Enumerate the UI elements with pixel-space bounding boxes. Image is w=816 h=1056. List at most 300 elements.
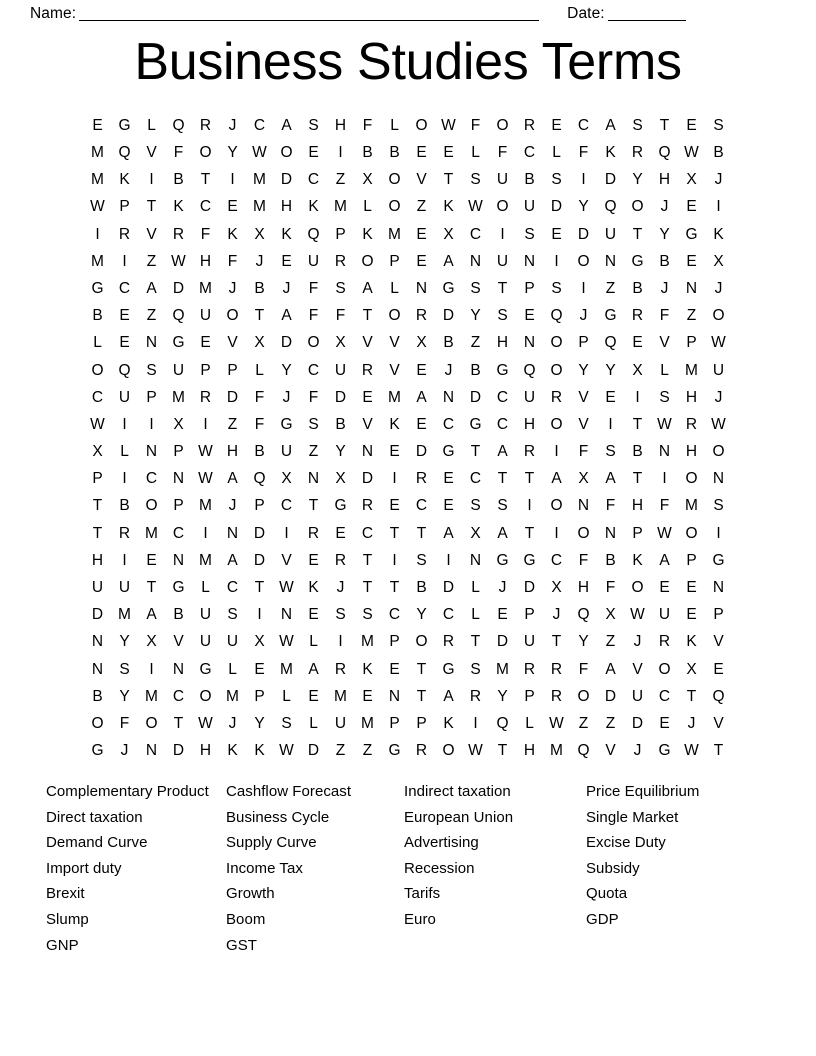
word-list-item[interactable]: Quota [586, 885, 628, 903]
grid-letter[interactable]: S [146, 361, 157, 379]
grid-letter[interactable]: Z [605, 714, 616, 732]
grid-letter[interactable]: T [362, 579, 373, 597]
grid-letter[interactable]: Z [335, 742, 346, 760]
word-list-item[interactable]: Business Cycle [226, 808, 330, 826]
grid-letter[interactable]: N [712, 579, 725, 597]
grid-letter[interactable]: M [388, 388, 401, 406]
grid-letter[interactable]: T [92, 524, 103, 542]
grid-letter[interactable]: O [91, 361, 104, 379]
grid-letter[interactable]: V [713, 714, 724, 732]
grid-letter[interactable]: K [713, 225, 724, 243]
grid-letter[interactable]: X [632, 361, 643, 379]
grid-letter[interactable]: Q [604, 334, 617, 352]
grid-letter[interactable]: W [198, 714, 213, 732]
grid-letter[interactable]: T [254, 579, 265, 597]
grid-letter[interactable]: V [578, 415, 589, 433]
grid-letter[interactable]: A [416, 388, 427, 406]
word-list-item[interactable]: Income Tax [226, 859, 303, 877]
grid-letter[interactable]: O [631, 198, 644, 216]
grid-letter[interactable]: Z [605, 279, 616, 297]
grid-letter[interactable]: N [226, 524, 239, 542]
grid-letter[interactable]: Z [605, 633, 616, 651]
grid-letter[interactable]: O [199, 144, 212, 162]
grid-letter[interactable]: E [416, 415, 427, 433]
grid-letter[interactable]: O [712, 443, 725, 461]
word-search-grid[interactable] [84, 112, 732, 765]
grid-letter[interactable]: T [92, 497, 103, 515]
grid-letter[interactable]: S [605, 443, 616, 461]
grid-letter[interactable]: O [145, 714, 158, 732]
grid-letter[interactable]: Y [578, 361, 589, 379]
grid-letter[interactable]: I [716, 524, 721, 542]
grid-letter[interactable]: F [497, 144, 508, 162]
grid-letter[interactable]: S [713, 116, 724, 134]
grid-letter[interactable]: R [442, 633, 455, 651]
grid-letter[interactable]: G [442, 660, 455, 678]
grid-letter[interactable]: A [497, 443, 508, 461]
grid-letter[interactable]: R [334, 551, 347, 569]
grid-letter[interactable]: E [308, 606, 319, 624]
grid-letter[interactable]: F [254, 415, 265, 433]
grid-letter[interactable]: F [659, 497, 670, 515]
grid-letter[interactable]: S [632, 116, 643, 134]
grid-letter[interactable]: K [227, 742, 238, 760]
grid-letter[interactable]: K [281, 225, 292, 243]
word-list-item[interactable]: Boom [226, 910, 266, 928]
grid-letter[interactable]: E [416, 144, 427, 162]
grid-letter[interactable]: R [550, 660, 563, 678]
grid-letter[interactable]: L [390, 279, 399, 297]
grid-letter[interactable]: X [686, 660, 697, 678]
grid-letter[interactable]: E [362, 687, 373, 705]
grid-letter[interactable]: W [657, 415, 672, 433]
grid-letter[interactable]: L [660, 361, 669, 379]
grid-letter[interactable]: I [230, 171, 235, 189]
grid-letter[interactable]: X [173, 415, 184, 433]
grid-letter[interactable]: U [334, 361, 347, 379]
grid-letter[interactable]: S [335, 606, 346, 624]
grid-letter[interactable]: G [469, 415, 482, 433]
grid-letter[interactable]: I [338, 144, 343, 162]
grid-letter[interactable]: R [631, 144, 644, 162]
grid-letter[interactable]: C [199, 198, 212, 216]
grid-letter[interactable]: T [524, 524, 535, 542]
grid-letter[interactable]: B [659, 252, 670, 270]
grid-letter[interactable]: V [227, 334, 238, 352]
word-list-item[interactable]: Import duty [46, 859, 122, 877]
grid-letter[interactable]: O [442, 742, 455, 760]
grid-letter[interactable]: L [120, 443, 129, 461]
grid-letter[interactable]: W [549, 714, 564, 732]
grid-letter[interactable]: E [416, 252, 427, 270]
grid-letter[interactable]: J [687, 714, 696, 732]
grid-letter[interactable]: B [254, 443, 265, 461]
grid-letter[interactable]: E [389, 660, 400, 678]
grid-letter[interactable]: H [523, 742, 536, 760]
grid-letter[interactable]: E [119, 334, 130, 352]
grid-letter[interactable]: W [90, 198, 105, 216]
grid-letter[interactable]: S [416, 551, 427, 569]
word-list-item[interactable]: Recession [404, 859, 475, 877]
word-list-item[interactable]: Single Market [586, 808, 679, 826]
grid-letter[interactable]: O [226, 307, 239, 325]
grid-letter[interactable]: R [658, 633, 671, 651]
grid-letter[interactable]: F [254, 388, 265, 406]
grid-letter[interactable]: B [335, 415, 346, 433]
grid-letter[interactable]: F [119, 714, 130, 732]
grid-letter[interactable]: I [527, 497, 532, 515]
grid-letter[interactable]: A [362, 279, 373, 297]
grid-letter[interactable]: C [415, 497, 428, 515]
grid-letter[interactable]: B [389, 144, 400, 162]
grid-letter[interactable]: X [686, 171, 697, 189]
word-list-item[interactable]: Demand Curve [46, 834, 148, 852]
grid-letter[interactable]: G [91, 742, 104, 760]
grid-letter[interactable]: Y [659, 225, 670, 243]
grid-letter[interactable]: S [497, 497, 508, 515]
grid-letter[interactable]: G [523, 551, 536, 569]
grid-letter[interactable]: D [550, 198, 563, 216]
grid-letter[interactable]: O [280, 144, 293, 162]
grid-letter[interactable]: W [279, 742, 294, 760]
grid-letter[interactable]: X [92, 443, 103, 461]
grid-letter[interactable]: N [172, 551, 185, 569]
grid-letter[interactable]: D [253, 524, 266, 542]
word-list-item[interactable]: Indirect taxation [404, 783, 511, 800]
grid-letter[interactable]: C [307, 171, 320, 189]
grid-letter[interactable]: R [334, 252, 347, 270]
grid-letter[interactable]: V [416, 171, 427, 189]
grid-letter[interactable]: M [91, 144, 104, 162]
grid-letter[interactable]: C [226, 579, 239, 597]
grid-letter[interactable]: V [659, 334, 670, 352]
grid-letter[interactable]: V [281, 551, 292, 569]
grid-letter[interactable]: D [604, 687, 617, 705]
grid-letter[interactable]: E [686, 579, 697, 597]
grid-letter[interactable]: M [199, 551, 212, 569]
grid-letter[interactable]: P [227, 361, 238, 379]
grid-letter[interactable]: I [500, 225, 505, 243]
grid-letter[interactable]: C [145, 470, 158, 488]
grid-letter[interactable]: E [389, 497, 400, 515]
grid-letter[interactable]: N [604, 252, 617, 270]
grid-letter[interactable]: Q [658, 144, 671, 162]
grid-letter[interactable]: E [551, 225, 562, 243]
grid-letter[interactable]: S [308, 415, 319, 433]
grid-letter[interactable]: F [578, 443, 589, 461]
grid-letter[interactable]: H [280, 198, 293, 216]
grid-letter[interactable]: F [200, 225, 211, 243]
grid-letter[interactable]: U [334, 714, 347, 732]
grid-letter[interactable]: C [550, 551, 563, 569]
grid-letter[interactable]: M [685, 361, 698, 379]
grid-letter[interactable]: E [686, 252, 697, 270]
grid-letter[interactable]: D [361, 470, 374, 488]
grid-letter[interactable]: L [201, 579, 210, 597]
grid-letter[interactable]: Q [712, 687, 725, 705]
grid-letter[interactable]: I [446, 551, 451, 569]
grid-letter[interactable]: Y [119, 633, 130, 651]
grid-letter[interactable]: N [307, 470, 320, 488]
grid-letter[interactable]: N [145, 742, 158, 760]
grid-letter[interactable]: K [119, 171, 130, 189]
grid-letter[interactable]: M [172, 388, 185, 406]
grid-letter[interactable]: I [554, 252, 559, 270]
grid-letter[interactable]: G [334, 497, 347, 515]
grid-letter[interactable]: T [362, 551, 373, 569]
grid-letter[interactable]: G [118, 116, 131, 134]
grid-letter[interactable]: D [523, 579, 536, 597]
grid-letter[interactable]: L [363, 198, 372, 216]
grid-letter[interactable]: Y [335, 443, 346, 461]
grid-letter[interactable]: L [471, 144, 480, 162]
grid-letter[interactable]: W [171, 252, 186, 270]
grid-letter[interactable]: A [308, 660, 319, 678]
word-list-item[interactable]: European Union [404, 808, 514, 826]
grid-letter[interactable]: I [203, 415, 208, 433]
grid-letter[interactable]: S [470, 497, 481, 515]
grid-letter[interactable]: T [497, 279, 508, 297]
grid-letter[interactable]: K [686, 633, 697, 651]
grid-letter[interactable]: O [415, 116, 428, 134]
grid-letter[interactable]: R [118, 524, 131, 542]
word-list-item[interactable]: Slump [46, 910, 89, 928]
grid-letter[interactable]: C [307, 361, 320, 379]
grid-letter[interactable]: J [228, 279, 237, 297]
grid-letter[interactable]: T [632, 470, 643, 488]
grid-letter[interactable]: O [388, 307, 401, 325]
grid-letter[interactable]: W [630, 606, 645, 624]
grid-letter[interactable]: K [362, 660, 373, 678]
grid-letter[interactable]: P [119, 198, 130, 216]
grid-letter[interactable]: L [390, 116, 399, 134]
grid-letter[interactable]: E [200, 334, 211, 352]
grid-letter[interactable]: O [361, 252, 374, 270]
grid-letter[interactable]: L [282, 687, 291, 705]
grid-letter[interactable]: P [578, 334, 589, 352]
grid-letter[interactable]: O [631, 579, 644, 597]
grid-letter[interactable]: B [92, 307, 103, 325]
grid-letter[interactable]: P [524, 606, 535, 624]
grid-letter[interactable]: L [93, 334, 102, 352]
grid-letter[interactable]: G [172, 334, 185, 352]
grid-letter[interactable]: B [173, 171, 184, 189]
grid-letter[interactable]: U [118, 579, 131, 597]
grid-letter[interactable]: M [361, 633, 374, 651]
grid-letter[interactable]: M [226, 687, 239, 705]
grid-letter[interactable]: R [415, 307, 428, 325]
word-list-item[interactable]: Subsidy [586, 859, 640, 877]
grid-letter[interactable]: I [149, 415, 154, 433]
grid-letter[interactable]: C [172, 524, 185, 542]
grid-letter[interactable]: H [199, 252, 212, 270]
grid-letter[interactable]: P [146, 388, 157, 406]
grid-letter[interactable]: M [91, 252, 104, 270]
grid-letter[interactable]: N [712, 470, 725, 488]
grid-letter[interactable]: F [578, 551, 589, 569]
grid-letter[interactable]: E [281, 252, 292, 270]
grid-letter[interactable]: Y [605, 361, 616, 379]
grid-letter[interactable]: N [523, 334, 536, 352]
grid-letter[interactable]: C [361, 524, 374, 542]
grid-letter[interactable]: P [389, 633, 400, 651]
grid-letter[interactable]: T [686, 687, 697, 705]
grid-letter[interactable]: J [714, 171, 723, 189]
grid-letter[interactable]: R [334, 660, 347, 678]
grid-letter[interactable]: I [581, 171, 586, 189]
grid-letter[interactable]: N [469, 252, 482, 270]
grid-letter[interactable]: A [605, 660, 616, 678]
grid-letter[interactable]: D [577, 225, 590, 243]
grid-letter[interactable]: U [658, 606, 671, 624]
grid-letter[interactable]: Q [172, 116, 185, 134]
grid-letter[interactable]: S [659, 388, 670, 406]
grid-letter[interactable]: Z [686, 307, 697, 325]
grid-letter[interactable]: U [604, 225, 617, 243]
grid-letter[interactable]: I [581, 279, 586, 297]
grid-letter[interactable]: P [632, 524, 643, 542]
grid-letter[interactable]: Q [604, 198, 617, 216]
grid-letter[interactable]: F [308, 307, 319, 325]
grid-letter[interactable]: Q [118, 361, 131, 379]
grid-letter[interactable]: Z [416, 198, 427, 216]
grid-letter[interactable]: J [282, 279, 291, 297]
grid-letter[interactable]: K [605, 144, 616, 162]
grid-letter[interactable]: M [118, 606, 131, 624]
grid-letter[interactable]: Q [496, 714, 509, 732]
grid-letter[interactable]: J [336, 579, 345, 597]
grid-letter[interactable]: S [335, 279, 346, 297]
grid-letter[interactable]: G [388, 742, 401, 760]
grid-letter[interactable]: J [228, 116, 237, 134]
grid-letter[interactable]: W [279, 633, 294, 651]
grid-letter[interactable]: J [255, 252, 264, 270]
grid-letter[interactable]: S [470, 660, 481, 678]
grid-letter[interactable]: W [657, 524, 672, 542]
grid-letter[interactable]: A [551, 470, 562, 488]
grid-letter[interactable]: R [523, 660, 536, 678]
grid-letter[interactable]: V [632, 660, 643, 678]
grid-letter[interactable]: W [441, 116, 456, 134]
grid-letter[interactable]: C [253, 116, 266, 134]
grid-letter[interactable]: X [443, 225, 454, 243]
grid-letter[interactable]: R [523, 116, 536, 134]
grid-letter[interactable]: K [254, 742, 265, 760]
grid-letter[interactable]: K [443, 714, 454, 732]
grid-letter[interactable]: P [200, 361, 211, 379]
grid-letter[interactable]: E [308, 551, 319, 569]
grid-letter[interactable]: P [524, 279, 535, 297]
grid-letter[interactable]: N [91, 660, 104, 678]
grid-letter[interactable]: N [415, 279, 428, 297]
grid-letter[interactable]: A [146, 279, 157, 297]
grid-letter[interactable]: N [388, 687, 401, 705]
grid-letter[interactable]: K [227, 225, 238, 243]
grid-letter[interactable]: U [523, 388, 536, 406]
grid-letter[interactable]: X [254, 334, 265, 352]
grid-letter[interactable]: P [524, 687, 535, 705]
grid-letter[interactable]: X [281, 470, 292, 488]
grid-letter[interactable]: C [91, 388, 104, 406]
grid-letter[interactable]: J [444, 361, 453, 379]
word-list-item[interactable]: Cashflow Forecast [226, 783, 352, 800]
grid-letter[interactable]: T [308, 497, 319, 515]
grid-letter[interactable]: C [469, 470, 482, 488]
grid-letter[interactable]: I [203, 524, 208, 542]
grid-letter[interactable]: E [443, 470, 454, 488]
grid-letter[interactable]: U [199, 633, 212, 651]
grid-letter[interactable]: T [497, 742, 508, 760]
grid-letter[interactable]: E [389, 443, 400, 461]
grid-letter[interactable]: W [684, 144, 699, 162]
grid-letter[interactable]: U [307, 252, 320, 270]
grid-letter[interactable]: T [362, 307, 373, 325]
grid-letter[interactable]: B [173, 606, 184, 624]
grid-letter[interactable]: N [577, 497, 590, 515]
grid-letter[interactable]: N [172, 660, 185, 678]
grid-letter[interactable]: G [712, 551, 725, 569]
grid-letter[interactable]: P [416, 714, 427, 732]
grid-letter[interactable]: H [685, 388, 698, 406]
grid-letter[interactable]: H [91, 551, 104, 569]
word-list-item[interactable]: Complementary Product [46, 783, 209, 800]
grid-letter[interactable]: E [119, 307, 130, 325]
grid-letter[interactable]: S [281, 714, 292, 732]
grid-letter[interactable]: D [442, 579, 455, 597]
word-list-item[interactable]: GNP [46, 936, 79, 954]
word-list-item[interactable]: Brexit [46, 885, 85, 903]
grid-letter[interactable]: F [605, 579, 616, 597]
grid-letter[interactable]: U [172, 361, 185, 379]
grid-letter[interactable]: H [631, 497, 644, 515]
grid-letter[interactable]: E [146, 551, 157, 569]
grid-letter[interactable]: O [307, 334, 320, 352]
grid-letter[interactable]: T [389, 524, 400, 542]
grid-letter[interactable]: O [199, 687, 212, 705]
grid-letter[interactable]: B [362, 144, 373, 162]
grid-letter[interactable]: R [550, 388, 563, 406]
grid-letter[interactable]: B [254, 279, 265, 297]
grid-letter[interactable]: D [496, 633, 509, 651]
word-list-item[interactable]: Supply Curve [226, 834, 317, 852]
grid-letter[interactable]: K [308, 198, 319, 216]
grid-letter[interactable]: N [469, 551, 482, 569]
grid-letter[interactable]: C [496, 388, 509, 406]
grid-letter[interactable]: F [173, 144, 184, 162]
grid-letter[interactable]: C [118, 279, 131, 297]
grid-letter[interactable]: E [92, 116, 103, 134]
grid-letter[interactable]: G [631, 252, 644, 270]
grid-letter[interactable]: E [416, 225, 427, 243]
grid-letter[interactable]: C [172, 687, 185, 705]
grid-letter[interactable]: G [280, 415, 293, 433]
grid-letter[interactable]: X [713, 252, 724, 270]
grid-letter[interactable]: X [146, 633, 157, 651]
grid-letter[interactable]: Y [416, 606, 427, 624]
grid-letter[interactable]: D [334, 388, 347, 406]
grid-letter[interactable]: T [146, 579, 157, 597]
grid-letter[interactable]: B [605, 551, 616, 569]
grid-letter[interactable]: C [658, 687, 671, 705]
grid-letter[interactable]: F [362, 116, 373, 134]
grid-letter[interactable]: J [714, 279, 723, 297]
grid-letter[interactable]: B [416, 579, 427, 597]
grid-letter[interactable]: T [416, 524, 427, 542]
grid-letter[interactable]: J [120, 742, 129, 760]
grid-letter[interactable]: T [173, 714, 184, 732]
grid-letter[interactable]: O [550, 334, 563, 352]
grid-letter[interactable]: R [685, 415, 698, 433]
